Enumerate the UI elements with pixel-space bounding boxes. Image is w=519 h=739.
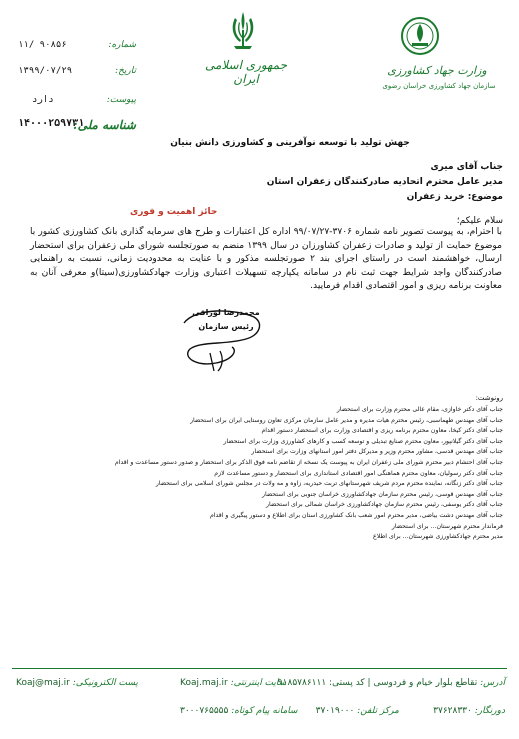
number-label: شماره: [108,40,136,50]
list-item: جناب آقای مهندس قوسی، رئیس محترم سازمان جهادکشاورزی خراسان جنوبی برای استحضار [262,490,503,498]
attachment-row [18,95,136,109]
list-item: جناب آقای دکتر کیخا، معاون محترم برنامه ریزی و اقتصادی وزارت برای استحضار دستور اقدام [261,427,503,435]
tracking-row [18,118,136,132]
email-link[interactable]: Koaj@maj.ir [16,678,70,688]
list-item: جناب آقای دکتر زنگانه، نماینده محترم مردم شریف شهرستانهای تربت حیدریه، زاوه و مه ولات در مجلس شورای اسلامی برای استحضار [155,480,503,488]
tracking-label: شناسه ملی: [73,118,136,132]
list-item: جناب آقای مهندس طهماسبی، رئیس محترم هیات مدیره و مدیر عامل سازمان مرکزی تعاون روستایی ایران برای استحضار [190,416,503,424]
list-item: جناب آقای دکتر خاوازی، مقام عالی محترم وزارت برای استحضار [336,406,503,413]
list-item: جناب آقای مهندس قدسی، مشاور محترم وزیر و مدیرکل دفتر امور استانهای وزارت برای استحضار [251,448,503,456]
address-label: آدرس: [480,678,505,688]
footer-sms [180,706,298,720]
slogan-line: جهش تولید با توسعه نوآفرینی و کشاورزی دانش بنیان [170,138,410,148]
letter-subject: موضوع: خرید زعفران [406,192,503,202]
footer-website [180,678,286,692]
greeting: سلام علیکم؛ [456,216,503,226]
ministry-subtitle: سازمان جهاد کشاورزی خراسان رضوی [382,82,496,90]
website-label: سایت اینترنتی: [230,678,287,688]
phone-center-label: مرکز تلفن: [357,706,399,716]
tracking-value: ۱۴۰۰۰۲۵۹۷۳۱ [18,118,85,129]
date-row [18,66,136,80]
list-item: جناب آقای دکتر گیلانپور، معاون محترم صنایع تبدیلی و توسعه کسب و کارهای کشاورزی وزارت برای استحضار [223,437,503,445]
cc-list [83,405,503,543]
footer-address [278,678,505,692]
list-item: جناب آقای دکتر یوسفی، رئیس محترم سازمان جهادکشاورزی خراسان شمالی برای استحضار [266,501,503,509]
cc-heading: رونوشت: [475,394,503,402]
email-label: پست الکترونیکی: [72,678,138,688]
ministry-logo-icon [400,16,440,56]
republic-title: جمهوری اسلامی ایران [204,58,288,86]
list-item: جناب آقای دکتر رسولیان، معاون محترم هماهنگی امور اقتصادی استانداری برای استحضار و دستور مساعدت لازم [214,469,503,477]
number-value: ۱۱/ ۹۰۸۵۶ [18,40,67,50]
list-item: فرماندار محترم شهرستان... برای استحضار [391,522,503,530]
footer-divider [12,668,507,669]
attachment-label: پیوست: [106,95,136,105]
letter-body: با احترام، به پیوست تصویر نامه شماره ۳۷۰۶-۹۹/۰۷/۲۷ اداره کل اعتبارات و طرح های سرمایه گذاری بانک کشاورزی کشور با موضوع حمایت از تولید و صادرات زعفران کشاورزان در سال ۱۳۹۹ منضم به صورتجلسه شورای ملی زعفران برای استحضار ارسال، خواهشمند است در راستای اجرای بند ۲ صورتجلسه مذکور و با عنایت به محدودیت زمانی، نسبت به راهنمایی صادرکنندگان واجد شرایط جهت ثبت نام در سامانه یکپارچه تسهیلات اعتباری وزارت جهادکشاورزی(سیتا)و معرفی آنان به معاونت برنامه ریزی و امور اقتصادی اقدام فرمایید. [30,227,502,291]
attachment-value: دارد [32,95,54,105]
list-item: مدیر محترم جهادکشاورزی شهرستان... برای اطلاع [373,533,503,541]
footer-email [16,678,138,692]
list-item: جناب آقای احتشام دبیر محترم شورای ملی زعفران ایران به پیوست یک نسخه از تقاضم نامه فوق الذکر برای استحضار و صدور دستور مساعدت و اقدام [114,458,503,466]
fax-value: ۳۷۶۲۸۳۳۰ [433,706,472,716]
addressee-name: جناب آقای میری [430,162,503,172]
sms-value: ۳۰۰۰۷۶۵۵۵۵ [180,706,229,716]
date-value: ۱۳۹۹/۰۷/۲۹ [18,66,73,76]
urgent-note: حائز اهمیت و فوری [130,207,218,217]
list-item: جناب آقای مهندس دشت بیاضی، مدیر محترم امور شعب بانک کشاورزی استان برای اطلاع و دستور پیگیری و اقدام [209,511,503,519]
date-label: تاریخ: [115,66,136,76]
ministry-title: وزارت جهاد کشاورزی [387,64,487,77]
addressee-title: مدیر عامل محترم اتحادیه صادرکنندگان زعفران استان [266,177,503,187]
signer-title: رئیس سازمان [198,322,254,331]
phone-center-value: ۳۷۰۱۹۰۰۰ [315,706,355,716]
address-value: تقاطع بلوار خیام و فردوسی | کد پستی: ۹۱۸۵۷۸۶۱۱۱ [277,678,478,688]
iran-emblem-icon [226,10,260,54]
fax-label: دورنگار: [474,706,505,716]
footer-center [316,706,399,720]
footer-fax [433,706,505,720]
number-row [18,40,136,54]
website-link[interactable]: Koaj.maj.ir [180,678,228,688]
signer-name: محمدرضا لوراقی [192,308,260,317]
sms-label: سامانه پیام کوتاه: [231,706,298,716]
